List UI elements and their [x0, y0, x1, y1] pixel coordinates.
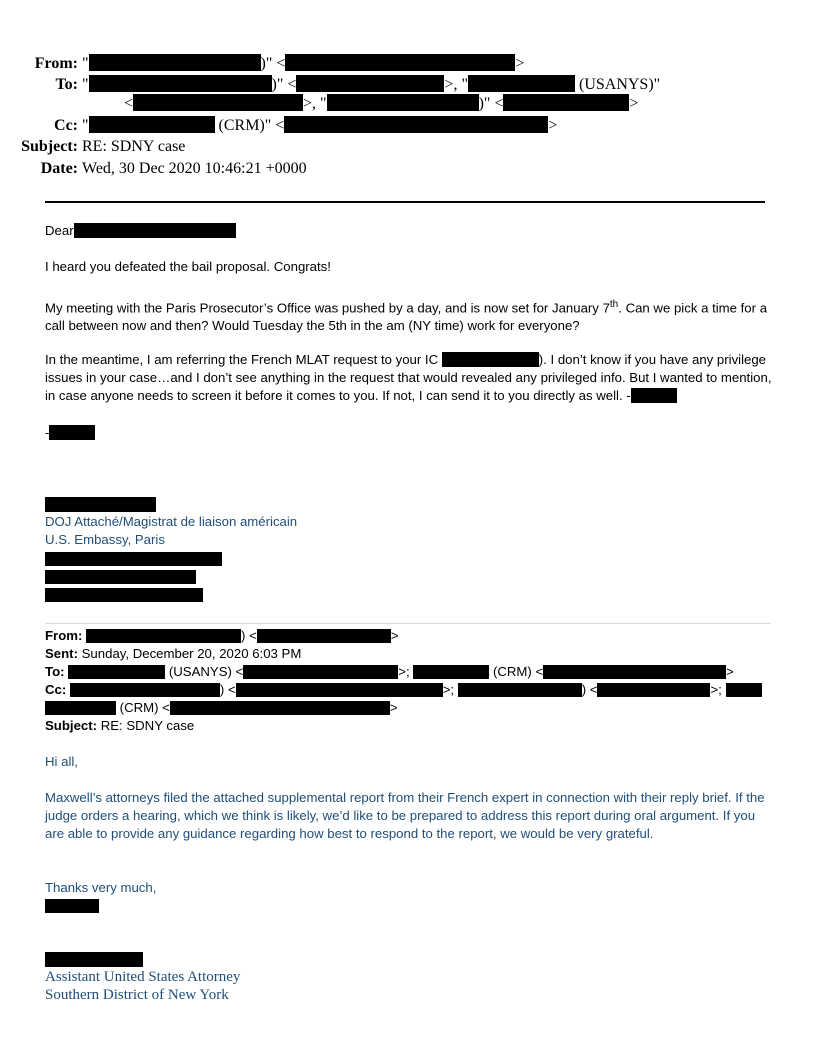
para2-sup: th — [609, 299, 619, 310]
fwd-cc-org: (CRM) < — [119, 700, 170, 715]
to-label: To: — [55, 76, 78, 93]
redaction — [726, 683, 762, 697]
redaction — [45, 952, 143, 967]
fwd-to-org1: (USANYS) < — [168, 664, 244, 679]
redaction — [45, 899, 99, 913]
redaction — [68, 665, 165, 679]
fwd-subject-label: Subject: — [45, 718, 98, 733]
redaction — [236, 683, 443, 697]
redaction — [70, 683, 220, 697]
para3-text-a: In the meantime, I am referring the French MLAT request to your IC — [45, 352, 439, 367]
sig2-line2: Southern District of New York — [45, 987, 229, 1003]
paragraph-2 — [45, 296, 775, 335]
fwd-body: Maxwell’s attorneys filed the attached supplemental report from their French expert in connection with their reply brief. If the judge orders a hearing, which we think is likely, we’d like to be prepared to address this report during oral argument. If you are able to provide any guidance regarding how best to respond to the report, we would be very grateful. — [45, 790, 765, 841]
dash-text: - — [45, 425, 50, 440]
redaction — [597, 683, 710, 697]
para2-text-b: . Can we pick a time for a call between now and then? Would Tuesday the 5th in the am (NY time) work for everyone? — [45, 300, 768, 334]
salutation-text: Dear — [45, 223, 74, 238]
header-subject-row — [10, 137, 185, 157]
redaction — [458, 683, 582, 697]
header-from-row: From: " )" < > — [10, 54, 524, 74]
fwd-to-org2: (CRM) < — [492, 664, 544, 679]
redaction — [86, 629, 241, 643]
paragraph-1: I heard you defeated the bail proposal. Congrats! — [45, 259, 331, 274]
redaction — [243, 665, 398, 679]
header-cc-row: Cc: " (CRM)" < > — [10, 116, 557, 136]
redaction — [45, 570, 196, 584]
redaction — [45, 497, 156, 512]
redaction — [468, 75, 575, 92]
redaction — [45, 552, 222, 566]
paragraph-3 — [45, 351, 775, 405]
redaction — [257, 629, 391, 643]
redaction — [45, 701, 116, 715]
cc-org: (CRM)" — [218, 117, 272, 134]
para2-text-a: My meeting with the Paris Prosecutor’s Office was pushed by a day, and is now set for January 7 — [45, 300, 610, 316]
fwd-sent-value: Sunday, December 20, 2020 6:03 PM — [81, 646, 302, 661]
sig1-line2: U.S. Embassy, Paris — [45, 532, 165, 547]
salutation — [45, 222, 775, 240]
redaction — [296, 75, 444, 92]
fwd-to-label: To: — [45, 664, 65, 679]
fwd-sent-label: Sent: — [45, 646, 78, 661]
redaction — [133, 94, 303, 111]
to-org: (USANYS)" — [578, 76, 661, 93]
header-date-row — [10, 159, 307, 179]
redaction — [413, 665, 489, 679]
sig2-line1: Assistant United States Attorney — [45, 969, 241, 985]
redaction — [284, 116, 548, 133]
sig1-line1: DOJ Attaché/Magistrat de liaison américain — [45, 514, 298, 529]
redaction — [327, 94, 479, 111]
from-label: From: — [34, 55, 78, 72]
para3-text-b: ). I don’t know if you have any privilege issues in your case…and I don’t see anything in the request that would revealed any privileged info. But I wanted to mention, in case anyone needs to screen it before it comes to you. If not, I can send it to you directly as well. - — [45, 352, 772, 403]
redaction — [285, 54, 515, 71]
redaction — [442, 352, 539, 367]
dash-line — [45, 424, 775, 442]
header-to-row: To: " )" < >, " (USANYS)" — [10, 75, 660, 95]
fwd-cc-label: Cc: — [45, 682, 67, 697]
header-to-row-2: < >, " )" < > — [124, 95, 639, 112]
fwd-thanks: Thanks very much, — [45, 880, 157, 895]
fwd-sent-row — [45, 645, 775, 663]
fwd-to-row: To: (USANYS) < >; (CRM) < > — [45, 664, 734, 679]
subject-label: Subject: — [21, 138, 78, 155]
fwd-cc-row: Cc: ) < >; ) < >; — [45, 681, 775, 699]
date-value: Wed, 30 Dec 2020 10:46:21 +0000 — [82, 160, 307, 177]
redaction — [74, 223, 236, 238]
fwd-greeting: Hi all, — [45, 754, 78, 769]
redaction — [503, 94, 629, 111]
redaction — [631, 388, 677, 403]
redaction — [89, 75, 272, 92]
redaction — [89, 116, 215, 133]
redaction — [45, 588, 203, 602]
redaction — [89, 54, 261, 71]
fwd-subject-row — [45, 717, 775, 735]
cc-label: Cc: — [54, 117, 78, 134]
forward-divider — [45, 623, 771, 624]
fwd-subject-value: RE: SDNY case — [100, 718, 195, 733]
fwd-cc-row-2: (CRM) < > — [45, 699, 775, 717]
date-label: Date: — [40, 160, 78, 177]
subject-value: RE: SDNY case — [82, 138, 186, 155]
header-divider — [45, 201, 765, 203]
redaction — [543, 665, 726, 679]
redaction — [49, 425, 95, 440]
fwd-from-label: From: — [45, 628, 83, 643]
redaction — [170, 701, 390, 715]
fwd-from-row: From: ) < > — [45, 628, 399, 643]
